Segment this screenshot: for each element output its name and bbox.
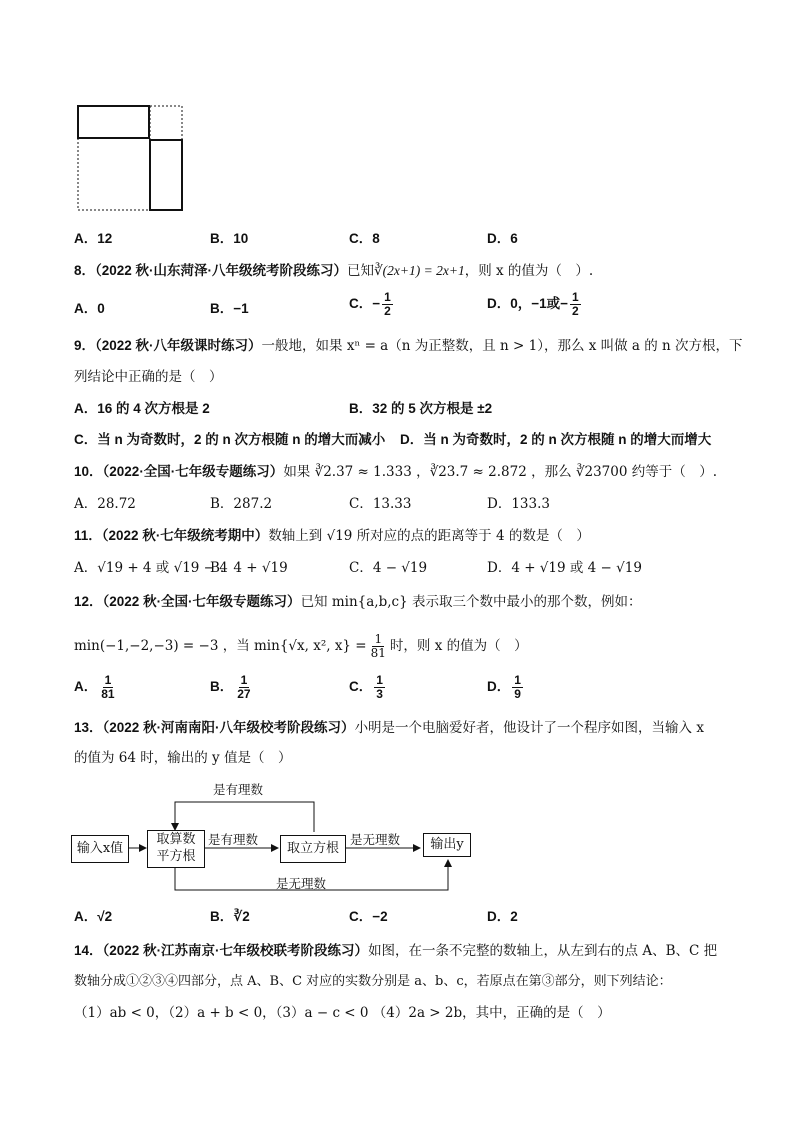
q13-option-b: B．∛2 [210,909,250,924]
question-8 [74,262,593,280]
flow-irrational-label: 是无理数 [350,832,401,847]
q8-equation: ∛(2x+1) = 2x+1 [374,263,465,278]
q14-line3: （1）ab < 0，（2）a + b < 0，（3）a − c < 0 （4）2a > 2b，其中，正确的是（ ） [74,1005,611,1021]
q8-option-a: A．0 [74,301,105,316]
q10-option-c: C．13.33 [349,496,412,512]
q10-number: 10． [74,464,103,479]
q9-option-a: A．16 的 4 次方根是 2 [74,401,210,416]
q7-option-b: B．10 [210,231,249,246]
q9-option-d: D．当 n 为奇数时，2 的 n 次方根随 n 的增大而增大 [400,432,712,447]
q9-line2: 列结论中正确的是（ ） [74,369,223,385]
question-10 [74,463,717,481]
flow-loop-label: 是有理数 [213,782,264,797]
q12-option-a: A． $\frac{1}{81}$ [74,673,115,701]
q12-option-c: C． $\frac{1}{3}$ [349,673,383,701]
question-11 [74,527,590,545]
q13-line2: 的值为 64 时，输出的 y 值是（ ） [74,750,292,766]
q11-option-b: B．4 + √19 [210,560,288,576]
flow-input-box: 输入x值 [71,835,129,863]
flow-rational-label: 是有理数 [208,832,259,847]
q10-source: （2022·全国·七年级专题练习） [102,464,284,479]
q13-option-d: D．2 [487,909,518,924]
q10-text: 如果 ∛2.37 ≈ 1.333 ，∛23.7 ≈ 2.872 ，那么 ∛23700 约等于（ ）. [283,464,718,480]
q13-option-c: C．−2 [349,909,388,924]
q9-line1: 一般地，如果 xⁿ = a（n 为正整数，且 n > 1），那么 x 叫做 a 的 n 次方根，下 [261,338,743,354]
flow-bottom-label: 是无理数 [276,876,327,891]
q11-option-a: A．√19 + 4 或 √19 − 4 [74,560,228,576]
q12-line2-fraction: $\frac{1}{81}$ [370,632,386,660]
q10-option-b: B．287.2 [210,496,273,512]
q13-option-a: A．√2 [74,909,113,924]
q10-option-d: D．133.3 [487,496,550,512]
q7-figure [74,102,188,216]
q11-option-d: D．4 + √19 或 4 − √19 [487,560,642,576]
q8-option-c-fraction: $\frac{1}{2}$ [384,290,391,318]
q12-option-b: B． $\frac{1}{27}$ [210,673,251,701]
q11-option-c: C．4 − √19 [349,560,428,576]
flow-output-box: 输出y [423,833,471,857]
q9-option-b: B．32 的 5 次方根是 ±2 [349,401,493,416]
q8-option-d-label: D．0，−1或− [487,296,569,312]
question-9 [74,337,743,355]
q13-line1: 小明是一个电脑爱好者，他设计了一个程序如图，当输入 x [354,720,704,736]
question-14 [74,942,717,960]
q10-option-a: A．28.72 [74,496,136,512]
flow-sqrt-line2: 平方根 [156,849,196,864]
q8-option-c-label: C．− [349,296,381,312]
q12-line2-post: 时，则 x 的值为（ ） [389,638,528,654]
q11-source: （2022 秋·七年级统考期中） [101,528,269,543]
q8-option-d [487,291,583,318]
q12-line2-pre: min(−1,−2,−3) = −3 ，当 min{√x, x², x} = [74,638,367,654]
q8-text-post: ，则 x 的值为（ ）. [464,263,594,279]
q8-number: 8． [74,263,96,278]
q14-line1: 如图，在一条不完整的数轴上，从左到右的点 A、B、C 把 [368,943,718,959]
q12-line2 [74,633,528,660]
q12-line1: 已知 min{a,b,c} 表示取三个数中最小的那个数，例如： [300,594,642,610]
q9-number: 9． [74,338,96,353]
q8-source: （2022 秋·山东菏泽·八年级统考阶段练习） [95,263,348,278]
q8-option-c [349,291,395,318]
q7-option-d: D．6 [487,231,518,246]
q11-text: 数轴上到 √19 所对应的点的距离等于 4 的数是（ ） [268,528,590,544]
flow-cbrt-box: 取立方根 [280,835,346,863]
q12-option-d: D． $\frac{1}{9}$ [487,673,521,701]
q12-number: 12． [74,594,103,609]
q9-option-c: C．当 n 为奇数时，2 的 n 次方根随 n 的增大而减小 [74,432,386,447]
q14-source: （2022 秋·江苏南京·七年级校联考阶段练习） [102,943,369,958]
question-13 [74,719,704,737]
q14-line2: 数轴分成①②③④四部分，点 A、B、C 对应的实数分别是 a、b、c，若原点在第③部分，则下列结论： [74,974,672,989]
q14-number: 14． [74,943,103,958]
q11-number: 11． [74,528,102,543]
q9-source: （2022 秋·八年级课时练习） [95,338,262,353]
q7-option-c: C．8 [349,231,380,246]
q8-option-d-fraction: $\frac{1}{2}$ [572,290,579,318]
q8-option-b: B．−1 [210,301,249,316]
q7-option-a: A．12 [74,231,113,246]
q13-number: 13． [74,720,103,735]
flow-sqrt-line1: 取算数 [156,832,196,847]
flow-sqrt-box [147,830,205,868]
question-12 [74,593,641,611]
q13-source: （2022 秋·河南南阳·八年级校考阶段练习） [102,720,355,735]
q12-source: （2022 秋·全国·七年级专题练习） [102,594,301,609]
q8-text-pre: 已知 [347,263,375,279]
